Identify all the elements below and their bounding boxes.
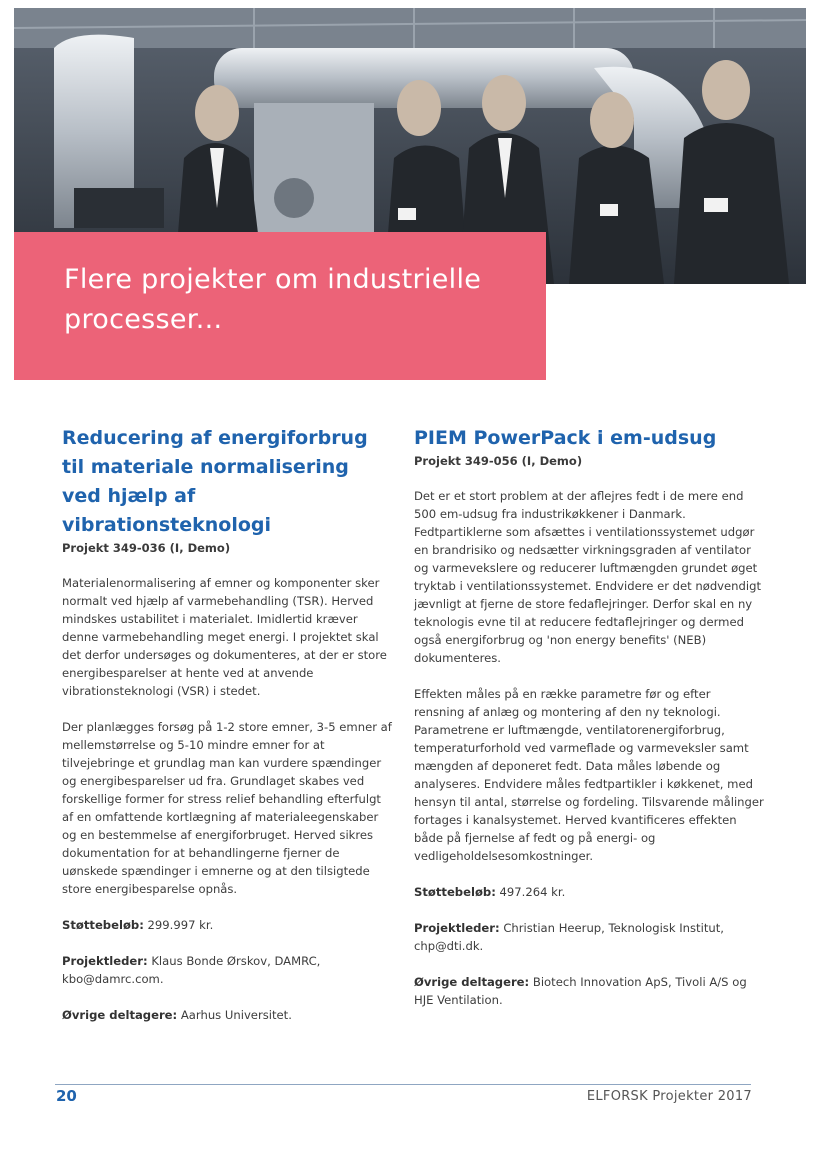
- right-others-label: Øvrige deltagere:: [414, 975, 530, 989]
- section-banner: [14, 232, 546, 380]
- right-article: [414, 424, 764, 1027]
- left-support-amount: [62, 916, 392, 934]
- left-paragraph-2: Der planlægges forsøg på 1-2 store emner, 3-5 emner af mellemstørrelse og 5-10 mindre emner for at tilvejebringe et grundlag man kan vurdere spændinger og energibesparelser ud fra. Grundlaget skabes ved forskellige former for stress relief behandling efterfulgt af en omfattende kortlægning af materialeegenskaber og en bestemmelse af energiforbruget. Herved sikres dokumentation for at behandlingerne fjerner de uønskede spændinger i emnerne og at den tilsigtede store energibesparelse opnås.: [62, 720, 392, 896]
- right-support-amount: [414, 883, 764, 901]
- left-article-title: Reducering af energiforbrug til materiale normalisering ved hjælp af vibrationsteknologi: [62, 427, 368, 536]
- left-others-value: Aarhus Universitet.: [180, 1008, 292, 1022]
- left-support-value: 299.997 kr.: [147, 918, 214, 932]
- right-support-value: 497.264 kr.: [499, 885, 566, 899]
- left-paragraph-1: Materialenormalisering af emner og komponenter sker normalt ved hjælp af varmebehandling (TSR). Herved mindskes ustabilitet i materialet. Imidlertid kræver denne varmebehandling meget energi. I projektet skal det derfor undersøges og dokumenteres, at der er store energibesparelser at hente ved at anvende vibrationsteknologi (VSR) i stedet.: [62, 576, 387, 698]
- right-others-value: Biotech Innovation ApS, Tivoli A/S og HJE Ventilation.: [414, 975, 747, 1007]
- right-article-title: PIEM PowerPack i em-udsug: [414, 427, 717, 449]
- right-leader-label: Projektleder:: [414, 921, 500, 935]
- left-leader-value: Klaus Bonde Ørskov, DAMRC, kbo@damrc.com.: [62, 954, 321, 986]
- left-others-label: Øvrige deltagere:: [62, 1008, 178, 1022]
- right-project-id: Projekt 349-056 (I, Demo): [414, 454, 583, 468]
- right-project-leader: [414, 919, 764, 955]
- right-paragraph-1: Det er et stort problem at der aflejres fedt i de mere end 500 em-udsug fra industrikøkkener i Danmark. Fedtpartiklerne som afsættes i ventilationssystemet udgør en brandrisiko og nedsætter virkningsgraden af ventilator og varmevekslere og reducerer luftmængden grundet øget tryktab i ventilationssystemet. Endvidere er det nødvendigt jævnligt at fjerne de store fedaflejringer. Derfor skal en ny teknologis evne til at reducere fedtaflejringer og dermed også energiforbrug og 'non energy benefits' (NEB) dokumenteres.: [414, 489, 762, 665]
- left-leader-label: Projektleder:: [62, 954, 148, 968]
- publication-title: ELFORSK Projekter 2017: [586, 1089, 752, 1104]
- left-project-id: Projekt 349-036 (I, Demo): [62, 541, 231, 555]
- right-other-participants: [414, 973, 764, 1009]
- left-article: [62, 424, 392, 1042]
- right-support-label: Støttebeløb:: [414, 885, 496, 899]
- left-other-participants: [62, 1006, 392, 1024]
- right-leader-value: Christian Heerup, Teknologisk Institut, chp@dti.dk.: [414, 921, 724, 953]
- left-project-leader: [62, 952, 392, 988]
- right-paragraph-2: Effekten måles på en række parametre før og efter rensning af anlæg og montering af den ny teknologi. Parametrene er luftmængde, ventilatorenergiforbrug, temperaturforhold ved varmeflade og varmeveksler samt mængden af deponeret fedt. Data måles løbende og analyseres. Endvidere måles fedtpartikler i køkkenet, med hensyn til antal, størrelse og fordeling. Tilsvarende målinger fortages i kanalsystemet. Herved kvantificeres effekten både på fjernelse af fedt og på energi- og vedligeholdelsesomkostninger.: [414, 687, 764, 863]
- left-support-label: Støttebeløb:: [62, 918, 144, 932]
- page-number: 20: [56, 1087, 77, 1105]
- footer-divider: [55, 1084, 751, 1085]
- banner-title: Flere projekter om industrielle processer...: [64, 264, 482, 335]
